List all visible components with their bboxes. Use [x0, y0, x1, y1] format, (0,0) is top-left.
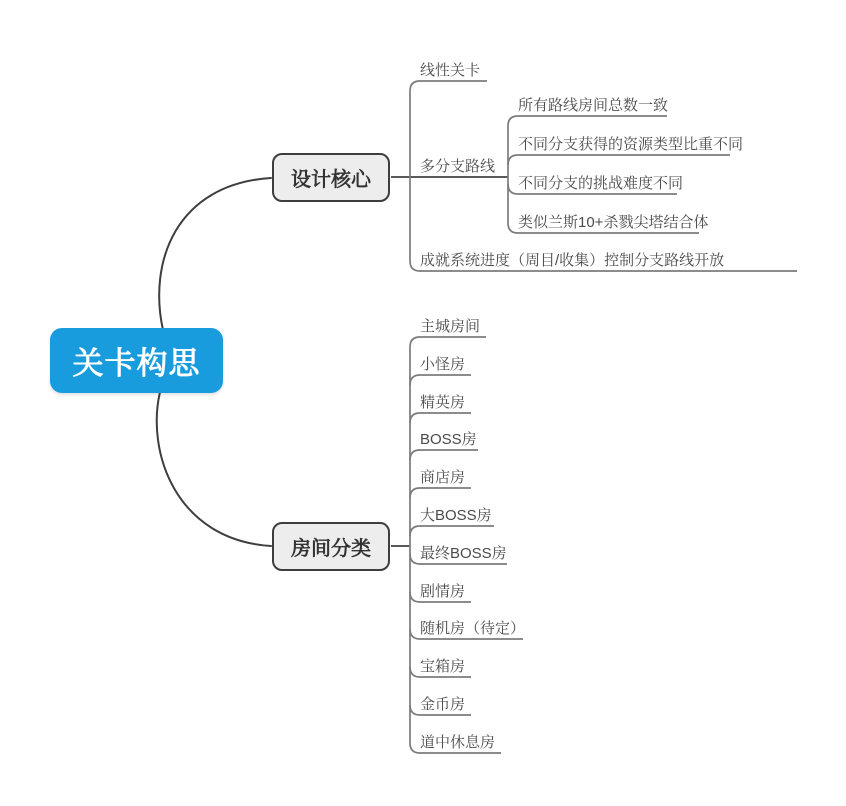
topic-minion-room[interactable]: 小怪房 — [420, 356, 466, 373]
topic-achievement-system[interactable]: 成就系统进度（周目/收集）控制分支路线开放 — [420, 252, 725, 269]
topic-shop-room[interactable]: 商店房 — [420, 469, 466, 486]
topic-same-room-count[interactable]: 所有路线房间总数一致 — [518, 97, 669, 114]
branch-topic-design-core[interactable]: 设计核心 — [272, 153, 390, 202]
topic-gold-room[interactable]: 金币房 — [420, 696, 466, 713]
topic-big-boss-room[interactable]: 大BOSS房 — [420, 507, 492, 524]
topic-linear-level[interactable]: 线性关卡 — [420, 62, 481, 79]
curve-root-to-room-types — [157, 392, 271, 546]
topic-main-city-room[interactable]: 主城房间 — [420, 318, 481, 335]
topic-story-room[interactable]: 剧情房 — [420, 583, 466, 600]
topic-rest-room[interactable]: 道中休息房 — [420, 734, 496, 751]
branch-topic-room-types[interactable]: 房间分类 — [272, 522, 390, 571]
topic-elite-room[interactable]: 精英房 — [420, 394, 466, 411]
curve-root-to-design-core — [159, 178, 271, 330]
topic-treasure-room[interactable]: 宝箱房 — [420, 658, 466, 675]
topic-resource-weighting[interactable]: 不同分支获得的资源类型比重不同 — [518, 136, 744, 153]
topic-boss-room[interactable]: BOSS房 — [420, 431, 477, 448]
root-topic[interactable]: 关卡构思 — [50, 328, 223, 393]
topic-multi-branch-route[interactable]: 多分支路线 — [420, 158, 496, 175]
topic-rance-slay-the-spire[interactable]: 类似兰斯10+杀戮尖塔结合体 — [518, 214, 709, 231]
topic-final-boss-room[interactable]: 最终BOSS房 — [420, 545, 507, 562]
topic-challenge-difficulty[interactable]: 不同分支的挑战难度不同 — [518, 175, 684, 192]
topic-random-room[interactable]: 随机房（待定） — [420, 620, 526, 637]
